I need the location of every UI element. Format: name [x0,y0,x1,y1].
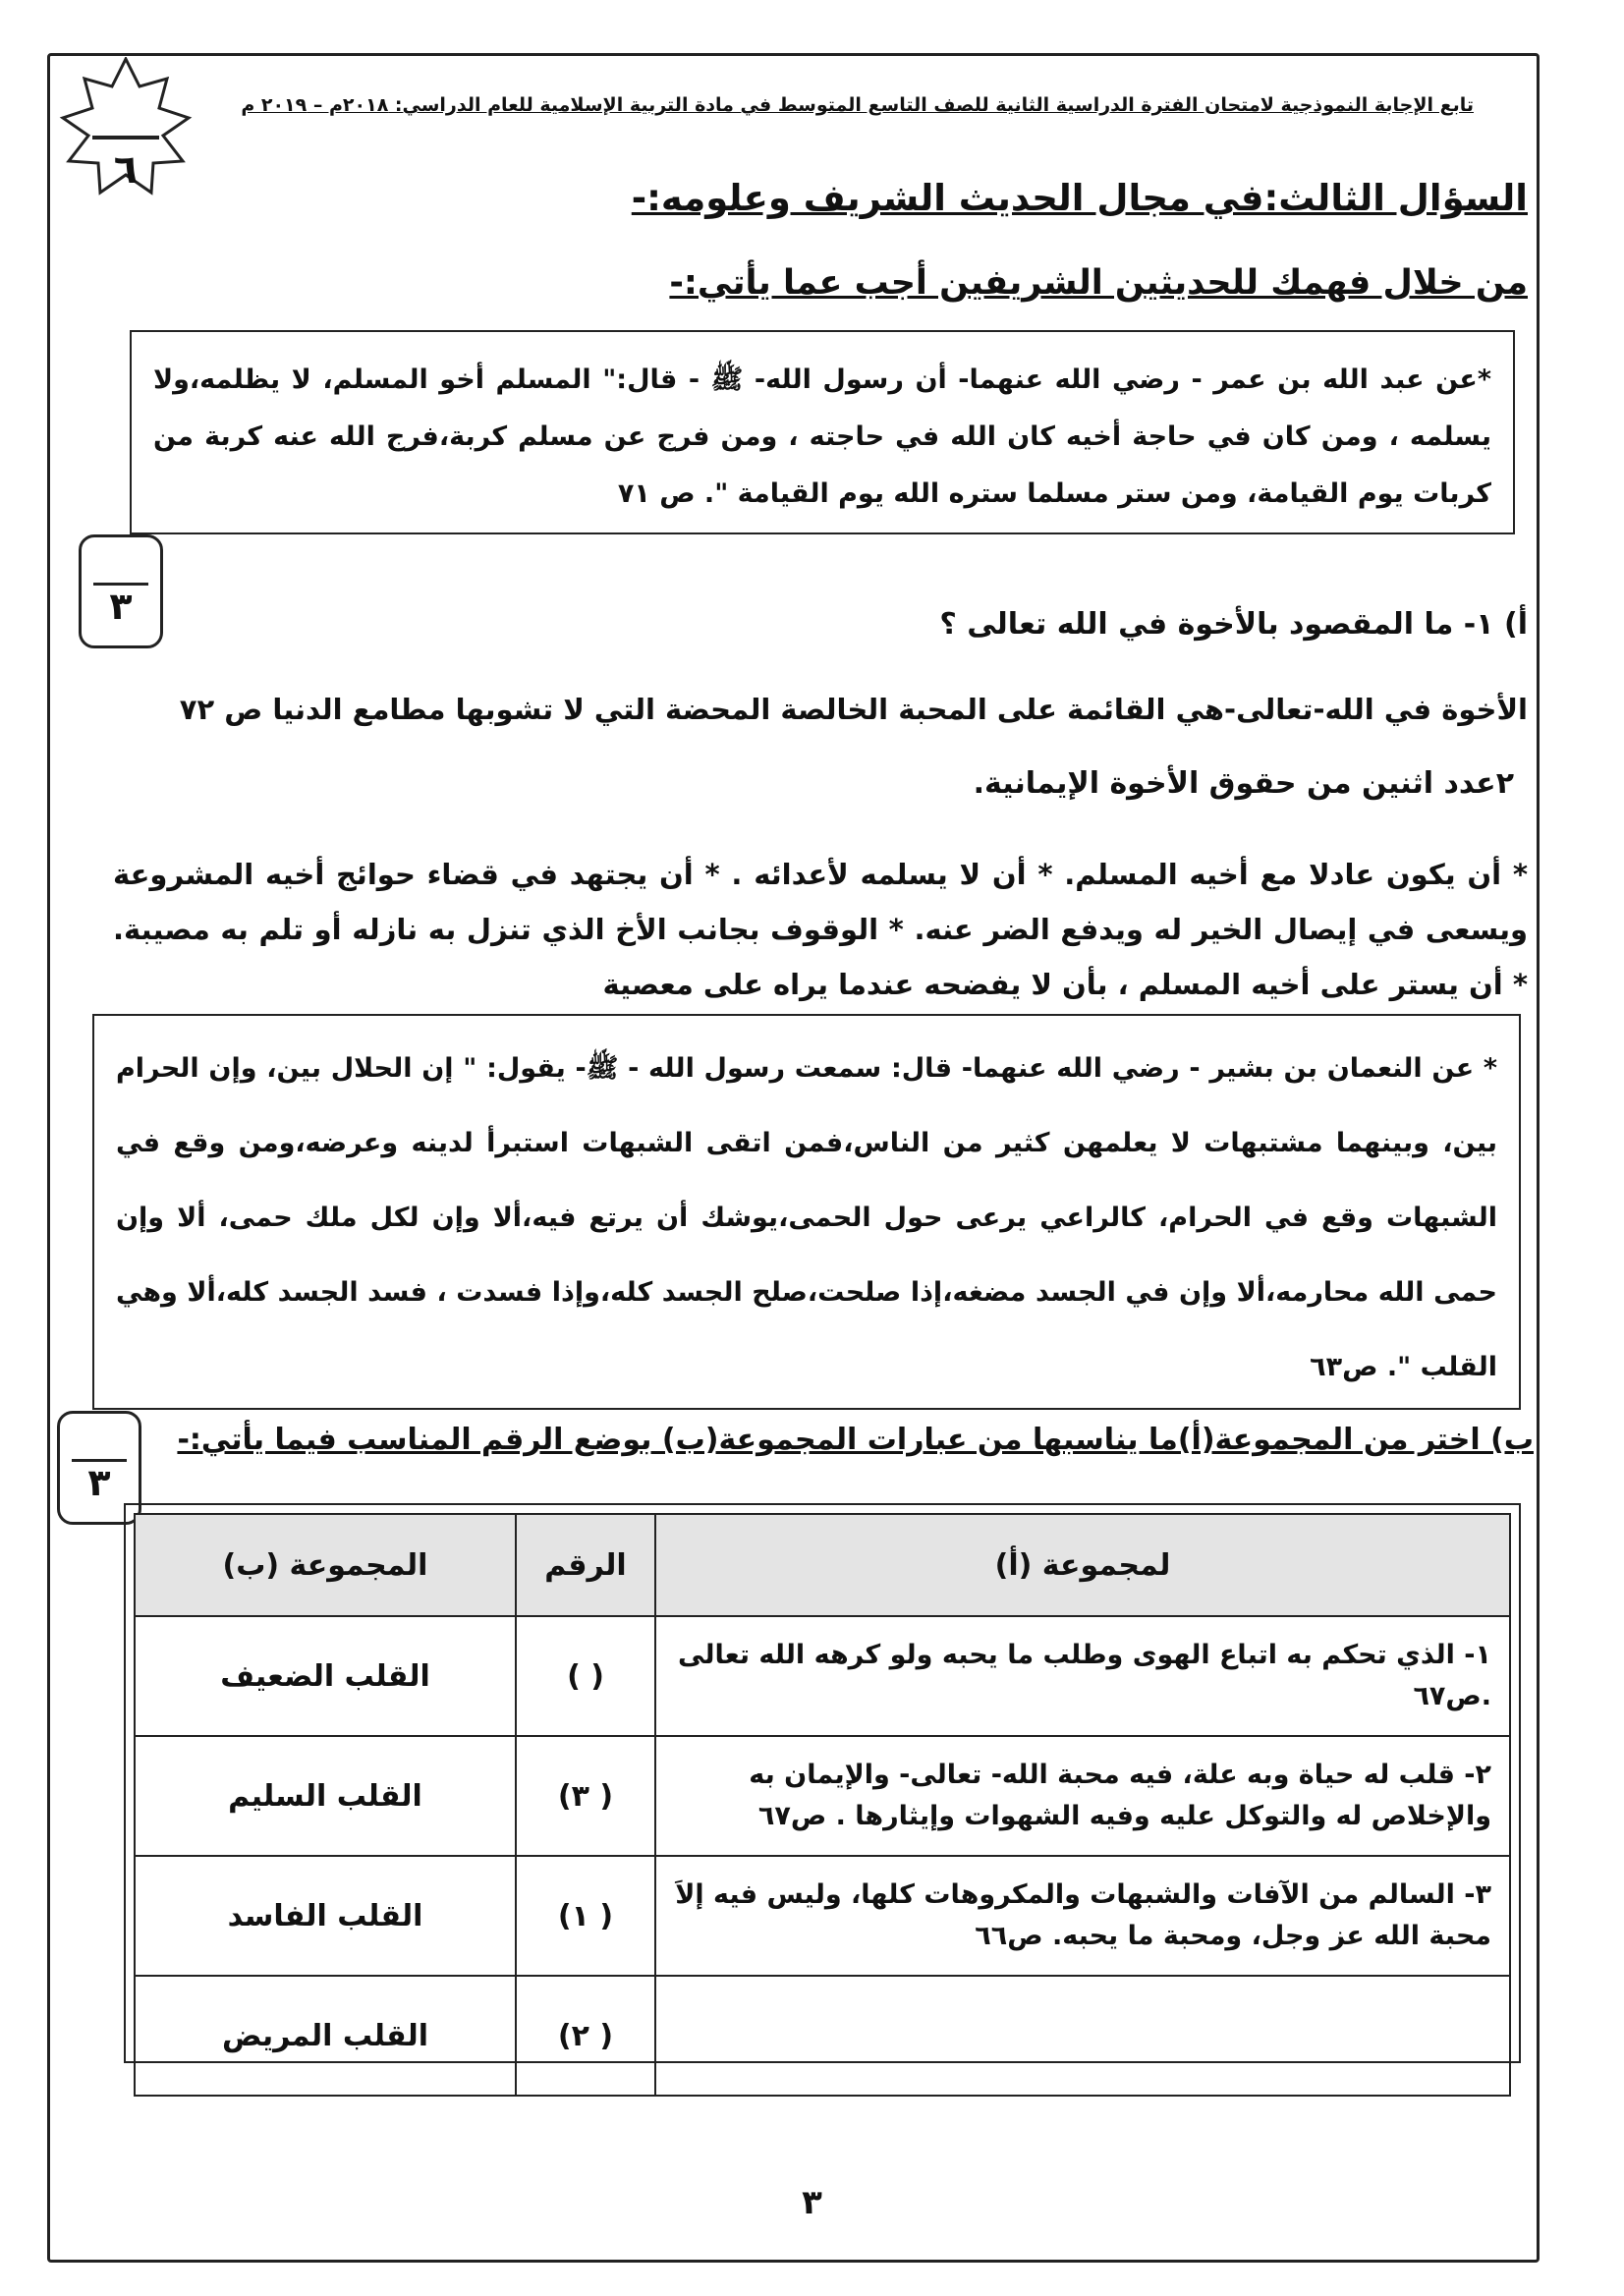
table-header-row [135,1514,1510,1616]
hadith-box-1 [130,330,1515,534]
question-2: ٢عدد اثنين من حقوق الأخوة الإيمانية. [973,766,1514,801]
answer-number: ( ٣) [516,1736,655,1856]
part-b-mark: ٣ [87,1461,111,1504]
question-title: السؤال الثالث:في مجال الحديث الشريف وعلومه:- [631,177,1528,219]
answer-number: ( ٢) [516,1976,655,2096]
header-number: الرقم [516,1514,655,1616]
header-group-a: لمجموعة (أ) [655,1514,1510,1616]
total-mark: ٦ [113,147,139,193]
part-b-instruction: ب) اختر من المجموعة(أ)ما يناسبها من عبارات المجموعة(ب) بوضع الرقم المناسب فيما يأتي:- [177,1423,1534,1457]
group-a-item [655,1976,1510,2096]
group-b-item: القلب السليم [135,1736,516,1856]
answer-number: ( ١) [516,1856,655,1976]
hadith-1-text: *عن عبد الله بن عمر - رضي الله عنهما- أن رسول الله- ﷺ - قال:" المسلم أخو المسلم، لا يظلمه،ولا يسلمه ، ومن كان في حاجة أخيه كان الله في حاجته ، ومن فرج عن مسلم كربة،فرج الله عنه كربة من كربات يوم القيامة، ومن ستر مسلما ستره الله يوم القيامة ". ص ٧١ [153,364,1491,509]
total-mark-badge [57,57,195,204]
table-row [135,1856,1510,1976]
instruction: من خلال فهمك للحديثين الشريفين أجب عما يأتي:- [669,263,1528,303]
table-row [135,1616,1510,1736]
group-a-item: ١- الذي تحكم به اتباع الهوى وطلب ما يحبه ولو كرهه الله تعالى .ص٦٧ [655,1616,1510,1736]
hadith-box-2 [92,1014,1521,1410]
page-header: تابع الإجابة النموذجية لامتحان الفترة الدراسية الثانية للصف التاسع المتوسط في مادة التربية الإسلامية للعام الدراسي: ٢٠١٨م – ٢٠١٩ م [241,94,1474,116]
matching-table [134,1513,1511,2097]
table-row [135,1976,1510,2096]
group-a-item: ٢- قلب له حياة وبه علة، فيه محبة الله- تعالى- والإيمان به والإخلاص له والتوكل عليه وفيه الشهوات وإيثارها . ص٦٧ [655,1736,1510,1856]
group-b-item: القلب الفاسد [135,1856,516,1976]
page-number: ٣ [802,2183,822,2222]
header-group-b: المجموعة (ب) [135,1514,516,1616]
group-a-item: ٣- السالم من الآفات والشبهات والمكروهات كلها، وليس فيه إلاَ محبة الله عز وجل، ومحبة ما يحبه. ص٦٦ [655,1856,1510,1976]
part-a-mark: ٣ [109,585,133,628]
table-row [135,1736,1510,1856]
answer-number: ( ) [516,1616,655,1736]
answer-2: * أن يكون عادلا مع أخيه المسلم. * أن لا يسلمه لأعدائه . * أن يجتهد في قضاء حوائج أخيه المشروعة ويسعى في إيصال الخير له ويدفع الضر عنه. * الوقوف بجانب الأخ الذي تنزل به نازله أو تلم به مصيبة. * أن يستر على أخيه المسلم ، بأن لا يفضحه عندما يراه على معصية [113,858,1528,1001]
answer-1: الأخوة في الله-تعالى-هي القائمة على المحبة الخالصة المحضة التي لا تشوبها مطامع الدنيا ص ٧٢ [179,693,1528,726]
group-b-item: القلب المريض [135,1976,516,2096]
hadith-2-text: * عن النعمان بن بشير - رضي الله عنهما- قال: سمعت رسول الله - ﷺ- يقول: " إن الحلال بين، وإن الحرام بين، وبينهما مشتبهات لا يعلمهن كثير من الناس،فمن اتقى الشبهات استبرأ لدينه وعرضه،ومن وقع في الشبهات وقع في الحرام، كالراعي يرعى حول الحمى،يوشك أن يرتع فيه،ألا وإن لكل ملك حمى، ألا وإن حمى الله محارمه،ألا وإن في الجسد مضغه،إذا صلحت،صلح الجسد كله،وإذا فسدت ، فسد الجسد كله،ألا وهي القلب ". ص٦٣ [116,1053,1497,1382]
part-a-mark-box [79,534,163,648]
group-b-item: القلب الضعيف [135,1616,516,1736]
question-1: أ) ١- ما المقصود بالأخوة في الله تعالى ؟ [939,607,1528,642]
